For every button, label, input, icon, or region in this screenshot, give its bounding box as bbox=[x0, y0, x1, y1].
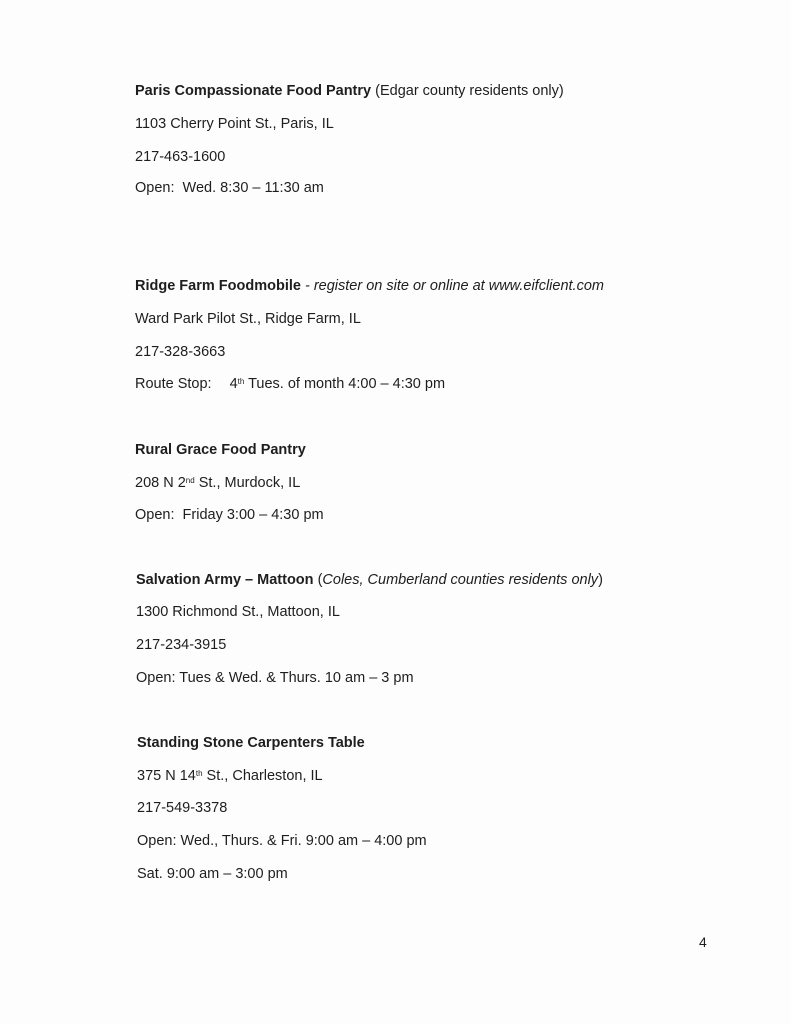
entry-heading bbox=[135, 441, 306, 459]
entry-hours bbox=[135, 375, 445, 393]
entry-phone: 217-549-3378 bbox=[137, 800, 228, 816]
page-number: 4 bbox=[699, 934, 707, 950]
entry-phone: 217-328-3663 bbox=[135, 344, 226, 360]
entry-heading bbox=[136, 571, 603, 589]
entry-heading bbox=[137, 734, 365, 752]
entry-name: Ridge Farm Foodmobile bbox=[135, 278, 301, 294]
entry-name: Standing Stone Carpenters Table bbox=[137, 735, 365, 751]
entry-phone: 217-463-1600 bbox=[135, 149, 226, 165]
entry-heading bbox=[135, 82, 564, 100]
entry-name: Paris Compassionate Food Pantry bbox=[135, 83, 372, 99]
entry-address: 1103 Cherry Point St., Paris, IL bbox=[135, 116, 334, 132]
address-text: St., Charleston, IL bbox=[202, 768, 323, 784]
hours-text: Tues. of month 4:00 – 4:30 pm bbox=[244, 376, 446, 392]
hours-ordinal: 4 bbox=[229, 376, 238, 392]
address-suffix: th bbox=[195, 769, 203, 778]
entry-address: Ward Park Pilot St., Ridge Farm, IL bbox=[135, 311, 361, 327]
paren: ( bbox=[317, 572, 323, 588]
hours-ordinal-suffix: th bbox=[237, 377, 245, 386]
entry-name: Rural Grace Food Pantry bbox=[135, 442, 306, 458]
entry-hours: Open: Wed., Thurs. & Fri. 9:00 am – 4:00 pm bbox=[137, 833, 427, 849]
hours-label: Route Stop: bbox=[135, 376, 212, 392]
entry-note: Coles, Cumberland counties residents only bbox=[322, 572, 599, 588]
entry-address bbox=[137, 767, 323, 785]
entry-address: 1300 Richmond St., Mattoon, IL bbox=[136, 604, 340, 620]
address-text: 375 N 14 bbox=[137, 768, 196, 784]
entry-hours: Open: Tues & Wed. & Thurs. 10 am – 3 pm bbox=[136, 670, 414, 686]
entry-phone: 217-234-3915 bbox=[136, 637, 227, 653]
entry-name: Salvation Army – Mattoon bbox=[136, 572, 314, 588]
entry-note: (Edgar county residents only) bbox=[375, 83, 564, 99]
entry-hours-saturday: Sat. 9:00 am – 3:00 pm bbox=[137, 866, 288, 882]
address-text: St., Murdock, IL bbox=[194, 475, 301, 491]
entry-hours: Open: Wed. 8:30 – 11:30 am bbox=[135, 180, 324, 196]
address-suffix: nd bbox=[185, 476, 195, 485]
paren: ) bbox=[598, 572, 603, 588]
entry-heading bbox=[135, 277, 604, 295]
address-text: 208 N 2 bbox=[135, 475, 186, 491]
entry-hours: Open: Friday 3:00 – 4:30 pm bbox=[135, 507, 324, 523]
entry-note: - register on site or online at www.eifclient.com bbox=[300, 278, 604, 294]
entry-address bbox=[135, 474, 300, 492]
